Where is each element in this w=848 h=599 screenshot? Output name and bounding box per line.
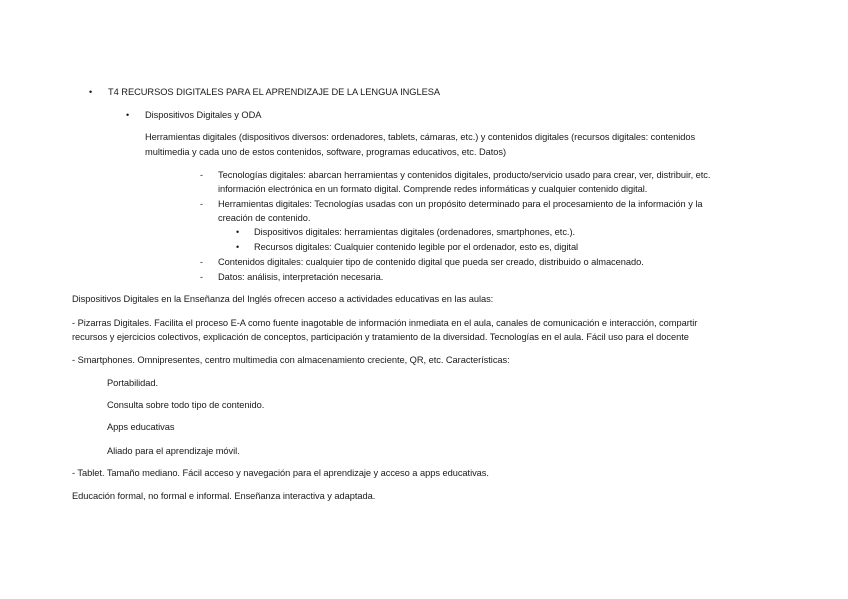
tablet-para: - Tablet. Tamaño mediano. Fácil acceso y navegación para el aprendizaje y acceso a apps educativas. [72, 468, 489, 478]
dash-marker: - [200, 272, 203, 282]
def-tecnologias-2: información electrónica en un formato digital. Comprende redes informáticas y cualquier contenido digital. [218, 184, 648, 194]
para-ensenanza: Dispositivos Digitales en la Enseñanza del Inglés ofrecen acceso a actividades educativas en las aulas: [72, 294, 494, 304]
def-contenidos: Contenidos digitales: cualquier tipo de contenido digital que pueda ser creado, distribuido o almacenado. [218, 257, 644, 267]
intro-line-2: multimedia y cada uno de estos contenidos, software, programas educativos, etc. Datos) [145, 147, 507, 157]
dash-marker: - [200, 170, 203, 180]
def-herramientas-1: Herramientas digitales: Tecnologías usadas con un propósito determinado para el procesamiento de la información y la [218, 199, 703, 209]
dash-marker: - [200, 257, 203, 267]
doc-subtitle: Dispositivos Digitales y ODA [145, 110, 262, 120]
def-recursos: Recursos digitales: Cualquier contenido legible por el ordenador, esto es, digital [254, 242, 579, 252]
caracteristica-item: Aliado para el aprendizaje móvil. [107, 446, 240, 456]
dot-marker: • [236, 227, 240, 237]
def-tecnologias-1: Tecnologías digitales: abarcan herramientas y contenidos digitales, producto/servicio usado para crear, ver, distribuir, etc. [218, 170, 711, 180]
pizarras-line-1: - Pizarras Digitales. Facilita el proceso E-A como fuente inagotable de información inmediata en el aula, canales de comunicación e interacción, compartir [72, 318, 698, 328]
intro-line-1: Herramientas digitales (dispositivos diversos: ordenadores, tablets, cámaras, etc.) y contenidos digitales (recursos digitales: contenidos [145, 132, 696, 142]
educacion-para: Educación formal, no formal e informal. Enseñanza interactiva y adaptada. [72, 491, 376, 501]
caracteristica-item: Consulta sobre todo tipo de contenido. [107, 400, 265, 410]
caracteristica-item: Apps educativas [107, 422, 175, 432]
title-bullet: • [89, 87, 93, 97]
dash-marker: - [200, 199, 203, 209]
def-datos: Datos: análisis, interpretación necesaria. [218, 272, 384, 282]
dot-marker: • [236, 242, 240, 252]
caracteristica-item: Portabilidad. [107, 378, 159, 388]
def-herramientas-2: creación de contenido. [218, 213, 311, 223]
subtitle-bullet: • [126, 110, 130, 120]
def-dispositivos: Dispositivos digitales: herramientas digitales (ordenadores, smartphones, etc.). [254, 227, 576, 237]
pizarras-line-2: recursos y ejercicios colectivos, explicación de conceptos, participación y tratamiento de la diversidad. Tecnologías en el aula. Fácil uso para el docente [72, 332, 689, 342]
doc-title: T4 RECURSOS DIGITALES PARA EL APRENDIZAJE DE LA LENGUA INGLESA [108, 87, 441, 97]
smartphones-para: - Smartphones. Omnipresentes, centro multimedia con almacenamiento creciente, QR, etc. Características: [72, 355, 510, 365]
